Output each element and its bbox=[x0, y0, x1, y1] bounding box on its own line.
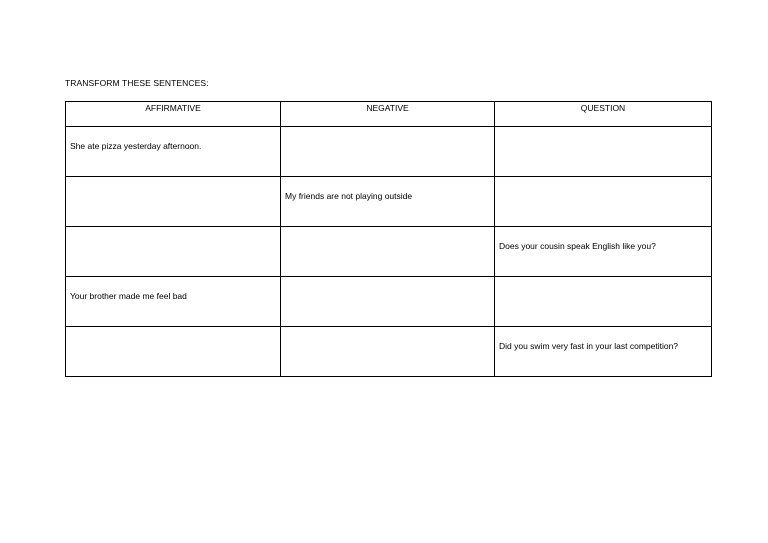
negative-cell[interactable] bbox=[281, 277, 495, 327]
header-row bbox=[66, 102, 712, 127]
affirmative-cell[interactable] bbox=[66, 127, 281, 177]
cell-text: My friends are not playing outside bbox=[285, 191, 413, 201]
table-row bbox=[66, 227, 712, 277]
table-row bbox=[66, 127, 712, 177]
negative-cell[interactable] bbox=[281, 177, 495, 227]
question-cell[interactable] bbox=[495, 177, 712, 227]
table-row bbox=[66, 177, 712, 227]
header-negative: NEGATIVE bbox=[281, 102, 495, 127]
question-cell[interactable] bbox=[495, 127, 712, 177]
header-affirmative: AFFIRMATIVE bbox=[66, 102, 281, 127]
negative-cell[interactable] bbox=[281, 127, 495, 177]
affirmative-cell[interactable] bbox=[66, 277, 281, 327]
affirmative-cell[interactable] bbox=[66, 327, 281, 377]
affirmative-cell[interactable] bbox=[66, 177, 281, 227]
question-cell[interactable] bbox=[495, 277, 712, 327]
cell-text: She ate pizza yesterday afternoon. bbox=[70, 141, 202, 151]
cell-text: Does your cousin speak English like you? bbox=[499, 241, 656, 251]
table-row bbox=[66, 277, 712, 327]
table-row bbox=[66, 327, 712, 377]
negative-cell[interactable] bbox=[281, 227, 495, 277]
question-cell[interactable] bbox=[495, 327, 712, 377]
worksheet-title: TRANSFORM THESE SENTENCES: bbox=[65, 78, 209, 88]
negative-cell[interactable] bbox=[281, 327, 495, 377]
question-cell[interactable] bbox=[495, 227, 712, 277]
affirmative-cell[interactable] bbox=[66, 227, 281, 277]
sentence-transformation-table bbox=[65, 101, 712, 377]
cell-text: Your brother made me feel bad bbox=[70, 291, 187, 301]
header-question: QUESTION bbox=[495, 102, 712, 127]
cell-text: Did you swim very fast in your last competition? bbox=[499, 341, 679, 351]
